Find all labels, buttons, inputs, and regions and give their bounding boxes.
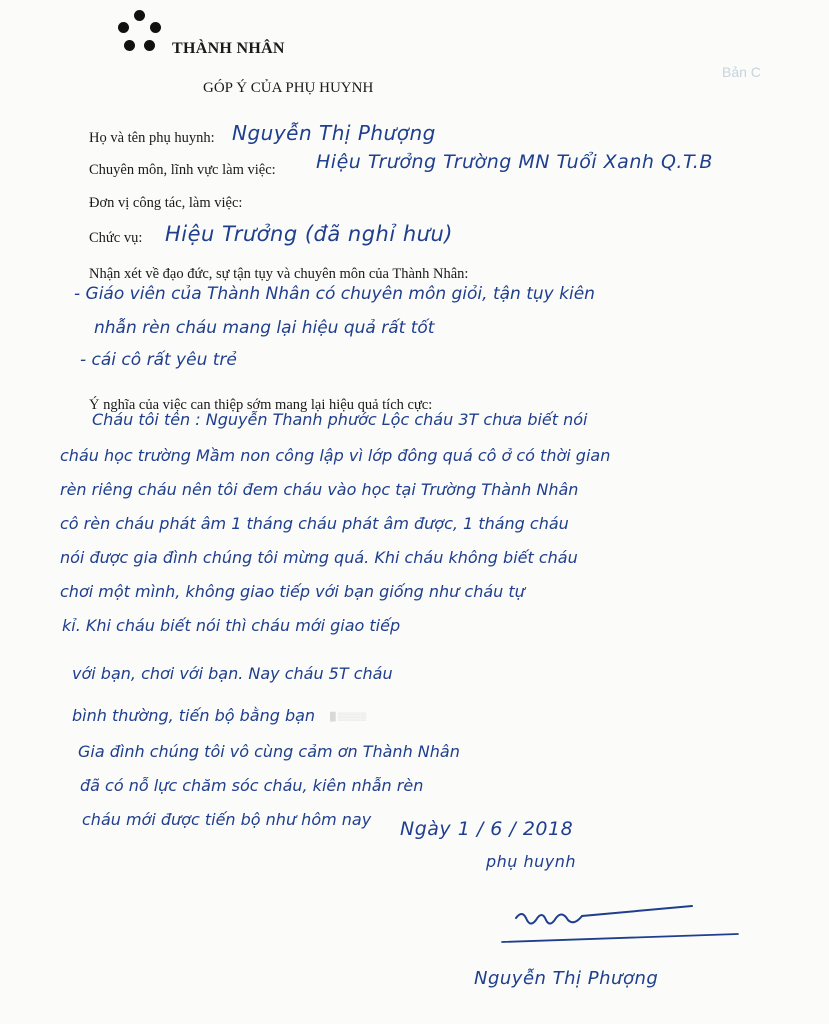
parent-name-value: Nguyễn Thị Phượng — [232, 121, 436, 145]
position-label: Chức vụ: — [89, 230, 143, 246]
sign-date: Ngày 1 / 6 / 2018 — [400, 818, 574, 840]
review-line: - cái cô rất yêu trẻ — [80, 350, 237, 370]
corner-mark: Bản C — [722, 64, 761, 80]
position-value: Hiệu Trưởng (đã nghỉ hưu) — [165, 222, 453, 246]
show-through-text: █ ▒▒▒▒▒ — [330, 712, 367, 721]
meaning-line: chơi một mình, không giao tiếp với bạn giống như cháu tự — [60, 582, 525, 601]
meaning-line: đã có nỗ lực chăm sóc cháu, kiên nhẫn rèn — [80, 776, 424, 795]
review-line: - Giáo viên của Thành Nhân có chuyên môn giỏi, tận tụy kiên — [74, 284, 595, 304]
meaning-line: kỉ. Khi cháu biết nói thì cháu mới giao tiếp — [62, 616, 401, 635]
meaning-line: nói được gia đình chúng tôi mừng quá. Khi cháu không biết cháu — [60, 548, 578, 567]
meaning-line: rèn riêng cháu nên tôi đem cháu vào học tại Trường Thành Nhân — [60, 480, 579, 499]
parent-name-label: Họ và tên phụ huynh: — [89, 130, 215, 146]
meaning-label: Ý nghĩa của việc can thiệp sớm mang lại hiệu quả tích cực: — [89, 397, 433, 413]
brand-name: THÀNH NHÂN — [172, 40, 285, 57]
sign-role: phụ huynh — [486, 852, 577, 871]
meaning-line: với bạn, chơi với bạn. Nay cháu 5T cháu — [72, 664, 393, 683]
form-title: GÓP Ý CỦA PHỤ HUYNH — [203, 80, 374, 96]
profession-label: Chuyên môn, lĩnh vực làm việc: — [89, 162, 276, 178]
review-line: nhẫn rèn cháu mang lại hiệu quả rất tốt — [94, 318, 435, 338]
workplace-label: Đơn vị công tác, làm việc: — [89, 195, 243, 211]
review-label: Nhận xét về đạo đức, sự tận tụy và chuyên môn của Thành Nhân: — [89, 266, 469, 282]
meaning-line: Gia đình chúng tôi vô cùng cảm ơn Thành Nhân — [78, 742, 460, 761]
meaning-line: Cháu tôi tên : Nguyễn Thanh phước Lộc cháu 3T chưa biết nói — [92, 410, 588, 429]
meaning-line: bình thường, tiến bộ bằng bạn — [72, 706, 316, 725]
profession-value: Hiệu Trưởng Trường MN Tuổi Xanh Q.T.B — [316, 151, 713, 173]
meaning-line: cháu mới được tiến bộ như hôm nay — [82, 810, 372, 829]
meaning-line: cháu học trường Mầm non công lập vì lớp đông quá cô ở có thời gian — [60, 446, 611, 465]
handwritten-signature-icon — [500, 900, 740, 960]
flower-dots-logo-icon — [112, 8, 168, 60]
sign-name: Nguyễn Thị Phượng — [474, 968, 659, 989]
meaning-line: cô rèn cháu phát âm 1 tháng cháu phát âm được, 1 tháng cháu — [60, 514, 569, 533]
